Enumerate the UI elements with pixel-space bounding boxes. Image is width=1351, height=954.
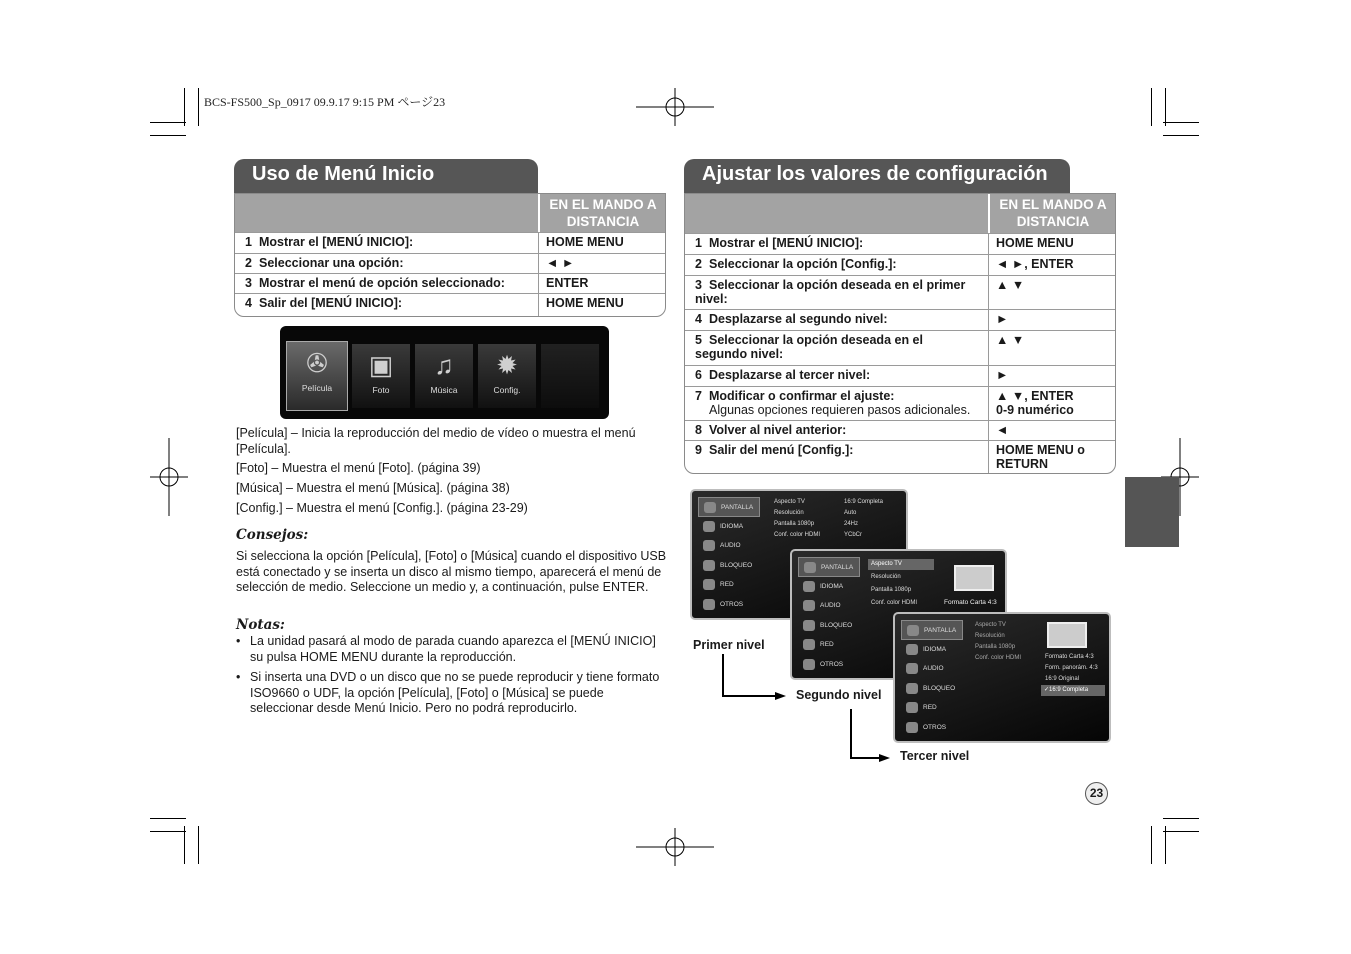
crop-mark (1151, 826, 1152, 864)
label-third-level: Tercer nivel (900, 749, 970, 763)
table-row: 4 Desplazarse al segundo nivel: ► (685, 309, 1115, 330)
note-item: • La unidad pasará al modo de parada cuando aparezca el [MENÚ INICIO] su pulsa HOME MENU durante la reproducción. (236, 634, 656, 664)
notes-heading: Notas: (236, 617, 285, 633)
tips-text: Si selecciona la opción [Película], [Foto] o [Música] cuando el dispositivo USB está conectado y se inserta un disco al mismo tiempo, aparecerá el menú de selección de medio. Seleccione un medio y, a continuación, pulse ENTER. (236, 549, 667, 594)
crop-mark (1163, 122, 1199, 123)
aspect-preview-image (1047, 622, 1087, 648)
crop-mark (150, 831, 186, 832)
gear-icon: ✹ (496, 350, 518, 380)
desc-foto: [Foto] – Muestra el menú [Foto]. (página 39) (236, 461, 481, 475)
crop-mark (198, 826, 199, 864)
settings-screen-second-level: PANTALLA IDIOMA AUDIO BLOQUEO RED OTROS Aspecto TV Resolución Pantalla 1080p Conf. color HDMI Formato Carta 4:3 (790, 549, 1007, 680)
arrow-line (850, 709, 852, 757)
arrow-line (722, 695, 777, 697)
crop-mark (150, 135, 186, 136)
table-row: 4 Salir del [MENÚ INICIO]: HOME MENU (235, 293, 665, 317)
section-title-settings: Ajustar los valores de configuración (684, 159, 1070, 195)
menu-item-foto: ▣ Foto (352, 344, 410, 408)
settings-screen-third-level: PANTALLA IDIOMA AUDIO BLOQUEO RED OTROS Aspecto TV Resolución Pantalla 1080p Conf. color HDMI Formato Carta 4:3 Form. panorám. 4:3 16:9 Original ✓16:9 Completa (893, 612, 1111, 743)
crop-mark (1163, 135, 1199, 136)
table-row: 2 Seleccionar una opción: ◄ ► (235, 253, 665, 273)
crop-mark (150, 818, 186, 819)
label-second-level: Segundo nivel (796, 688, 882, 702)
desc-pelicula: [Película] – Inicia la reproducción del medio de vídeo o muestra el menú [Película]. (236, 426, 636, 456)
home-menu-screenshot (280, 326, 609, 419)
crop-mark (1165, 88, 1166, 126)
table-row: 8 Volver al nivel anterior: ◄ (685, 420, 1115, 440)
table-row: 7 Modificar o confirmar el ajuste: Algunas opciones requieren pasos adicionales. ▲ ▼, ENTER 0-9 numérico (685, 386, 1115, 420)
crop-mark (150, 122, 186, 123)
page-number: 23 (1085, 782, 1108, 805)
registration-mark (636, 88, 714, 126)
registration-mark (150, 438, 188, 516)
table-row: 6 Desplazarse al tercer nivel: ► (685, 365, 1115, 386)
arrow-line (850, 757, 880, 759)
menu-item-empty (541, 344, 599, 408)
menu-item-config: ✹ Config. (478, 344, 536, 408)
arrow-line (722, 654, 724, 696)
table-row: 3 Seleccionar la opción deseada en el primer nivel: ▲ ▼ (685, 275, 1115, 309)
table-row: 5 Seleccionar la opción deseada en el segundo nivel: ▲ ▼ (685, 330, 1115, 365)
label-first-level: Primer nivel (693, 638, 765, 652)
table-row: 1 Mostrar el [MENÚ INICIO]: HOME MENU (685, 233, 1115, 254)
tips-heading: Consejos: (236, 527, 309, 543)
desc-musica: [Música] – Muestra el menú [Música]. (página 38) (236, 481, 510, 495)
table-row: 9 Salir del menú [Config.]: HOME MENU o RETURN (685, 440, 1115, 474)
photo-icon: ▣ (368, 350, 394, 380)
arrow-head-icon (879, 754, 890, 762)
table-row: 2 Seleccionar la opción [Config.]: ◄ ►, ENTER (685, 254, 1115, 275)
registration-mark (636, 828, 714, 866)
note-item: • Si inserta una DVD o un disco que no se puede reproducir y tiene formato ISO9660 o UDF, la opción [Película], [Foto] o [Música] se puede seleccionar desde Menú Inicio. Pero no podrá reproducirlo. (236, 670, 660, 715)
chapter-tab (1125, 477, 1179, 547)
home-menu-table (234, 193, 666, 317)
desc-config: [Config.] – Muestra el menú [Config.]. (página 23-29) (236, 501, 528, 515)
table-header (235, 194, 665, 232)
section-title-home-menu: Uso de Menú Inicio (234, 159, 538, 195)
menu-item-pelicula: ✇ Película (286, 341, 348, 411)
crop-mark (198, 88, 199, 126)
table-row: 1 Mostrar el [MENÚ INICIO]: HOME MENU (235, 232, 665, 253)
crop-mark (184, 88, 185, 126)
remote-header: EN EL MANDO A DISTANCIA (549, 197, 657, 229)
remote-header: EN EL MANDO A DISTANCIA (999, 197, 1107, 229)
aspect-preview-image (954, 565, 994, 591)
print-header: BCS-FS500_Sp_0917 09.9.17 9:15 PM ページ23 (204, 95, 446, 109)
crop-mark (1163, 831, 1199, 832)
menu-item-musica: ♫ Música (415, 344, 473, 408)
crop-mark (1163, 818, 1199, 819)
music-note-icon: ♫ (434, 350, 454, 380)
table-row: 3 Mostrar el menú de opción seleccionado: ENTER (235, 273, 665, 293)
film-reel-icon: ✇ (306, 348, 328, 378)
crop-mark (1151, 88, 1152, 126)
settings-screen-first-level: PANTALLA IDIOMA AUDIO BLOQUEO RED OTROS Aspecto TV Resolución Pantalla 1080p Conf. color HDMI 16:9 Completa Auto 24Hz YCbCr (690, 489, 908, 620)
arrow-head-icon (775, 692, 786, 700)
settings-table (684, 193, 1116, 474)
table-header (685, 194, 1115, 233)
